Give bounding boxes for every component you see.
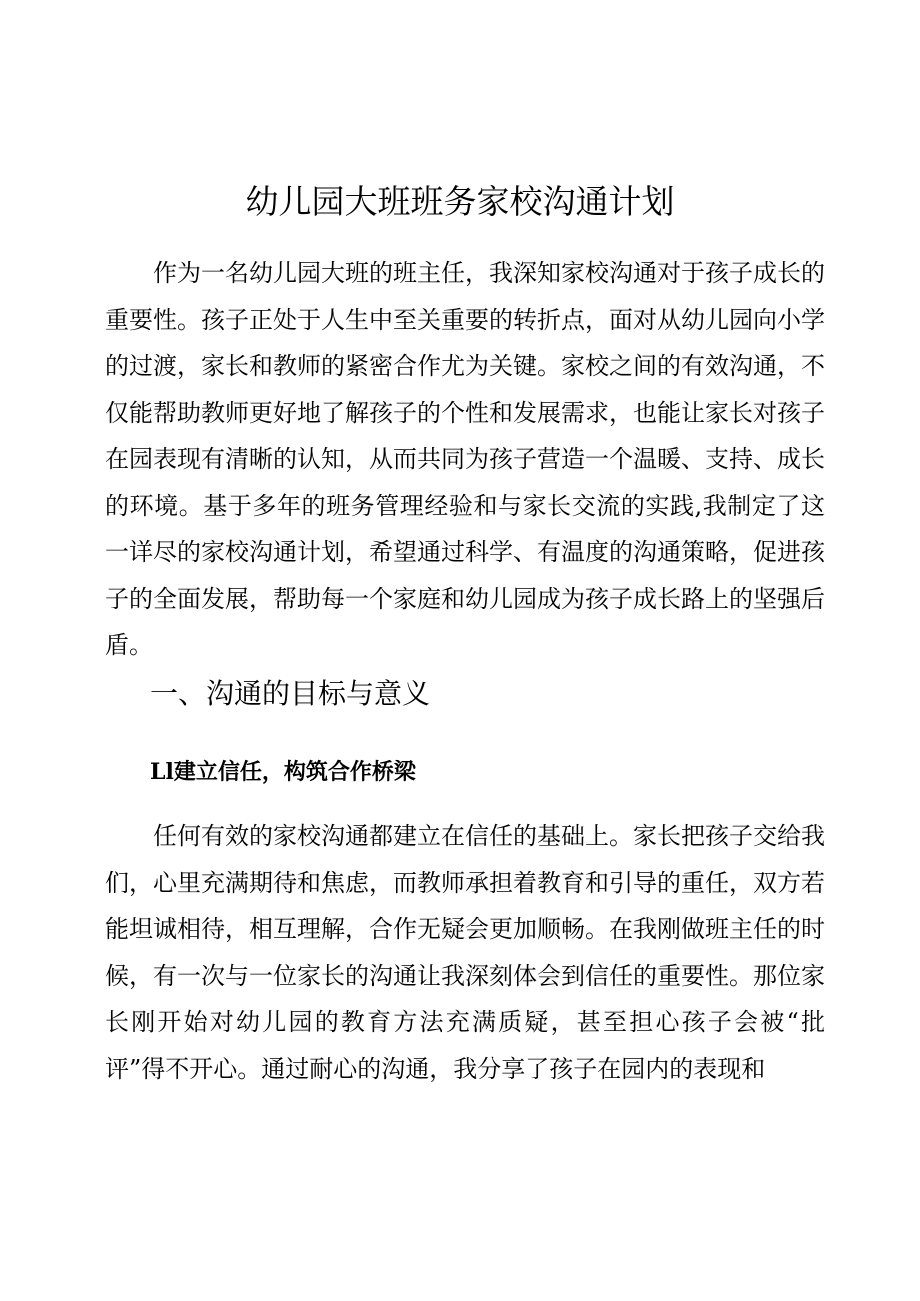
intro-paragraph: 作为一名幼儿园大班的班主任，我深知家校沟通对于孩子成长的重要性。孩子正处于人生中至关重要的转折点，面对从幼儿园向小学的过渡，家长和教师的紧密合作尤为关键。家校之间的有效沟通，不仅能帮助教师更好地了解孩子的个性和发展需求，也能让家长对孩子在园表现有清晰的认知，从而共同为孩子营造一个温暖、支持、成长的环境。基于多年的班务管理经验和与家长交流的实践,我制定了这一详尽的家校沟通计划，希望通过科学、有温度的沟通策略，促进孩子的全面发展，帮助每一个家庭和幼儿园成为孩子成长路上的坚强后盾。 [105,259,825,659]
subsection-paragraph: 任何有效的家校沟通都建立在信任的基础上。家长把孩子交给我们，心里充满期待和焦虑，而教师承担着教育和引导的重任，双方若能坦诚相待，相互理解，合作无疑会更加顺畅。在我刚做班主任的时候，有一次与一位家长的沟通让我深刻体会到信任的重要性。那位家长刚开始对幼儿园的教育方法充满质疑，甚至担心孩子会被“批评”得不开心。通过耐心的沟通，我分享了孩子在园内的表现和 [105,822,825,1083]
subsection-heading: Ll建立信任，构筑合作桥梁 [150,759,416,785]
document-title: 幼儿园大班班务家校沟通计划 [245,182,675,221]
section-heading: 一、沟通的目标与意义 [150,677,431,710]
